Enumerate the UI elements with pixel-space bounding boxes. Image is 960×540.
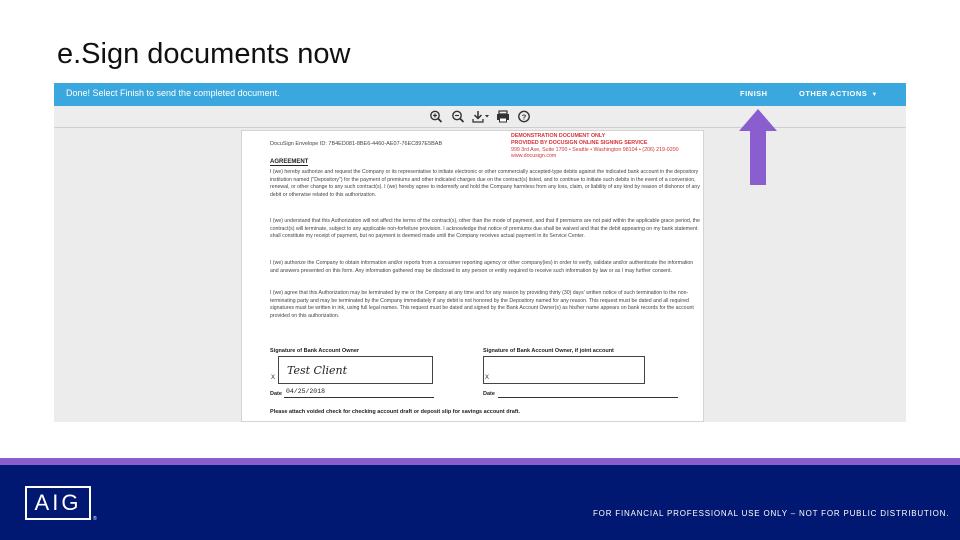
joint-x-mark: X <box>485 375 490 381</box>
footer <box>0 458 960 540</box>
document-toolbar <box>54 106 906 128</box>
demo-notice-line: www.docusign.com <box>511 153 557 160</box>
download-icon[interactable] <box>471 109 491 124</box>
docusign-screenshot <box>54 83 906 422</box>
other-actions-label: OTHER ACTIONS <box>799 89 868 98</box>
zoom-in-icon[interactable] <box>428 109 444 124</box>
agreement-paragraph: I (we) hereby authorize and request the Company or its representative to initiate electronic or other commercially accepted-type debits against the indicated bank account in the depository institution named ("Depository") for the payment of premiums and other indicated charges due on the contract(s) listed, and to continue to initiate such debits in the event of a conversion, renewal, or other change to any such contract(s). I (we) hereby agree to indemnify and hold the Company harmless from any loss, claim, or liability of any kind by reason of dishonor of any debit or otherwise related to this authorization. <box>270 169 700 198</box>
voided-check-note: Please attach voided check for checking account draft or deposit slip for savings account draft. <box>270 409 521 415</box>
document-page <box>241 130 704 422</box>
owner-date-line <box>284 397 434 398</box>
docusign-action-bar <box>54 83 906 106</box>
other-actions-button[interactable] <box>799 89 878 98</box>
joint-signature-label: Signature of Bank Account Owner, if joint account <box>483 348 614 354</box>
svg-text:?: ? <box>521 112 527 122</box>
completion-message: Done! Select Finish to send the completed document. <box>66 88 280 98</box>
owner-signature-label: Signature of Bank Account Owner <box>270 348 360 354</box>
demo-notice-line: DEMONSTRATION DOCUMENT ONLY <box>511 133 606 139</box>
joint-date-label: Date <box>483 391 495 397</box>
agreement-paragraph: I (we) agree that this Authorization may be terminated by me or the Company at any time and for any reason by providing thirty (30) days' written notice of such termination to the non-terminating party and may be terminated by the Company immediately if any debit is not honored by the Depository named for any reason. This request must be dated and all required signatures must be written in ink, using full legal names. This request must be dated and signed by the Bank Account Owner(s) as his/her name appears on bank records for the account provided on this authorization. <box>270 290 694 319</box>
print-icon[interactable] <box>495 109 511 124</box>
slide-title: e.Sign documents now <box>57 38 351 70</box>
agreement-paragraph: I (we) understand that this Authorization will not affect the terms of the contract(s), other than the mode of payment, and that if premiums are not paid within the applicable grace period, the contract(s) will terminate, subject to any applicable non-forfeiture provision. I acknowledge that notice of premiums due shall be waived and that the debit appearing on my bank statement shall constitute my receipt of payment, but no payment is deemed made until the Company receives actual payment in its Service Center. <box>270 218 700 240</box>
owner-signature-field[interactable] <box>278 356 433 384</box>
owner-date-value: 04/25/2018 <box>286 388 326 395</box>
finish-button[interactable]: FINISH <box>740 89 768 98</box>
zoom-out-icon[interactable] <box>450 109 466 124</box>
registered-mark: ® <box>93 516 97 522</box>
arrow-up-icon <box>738 107 778 187</box>
demo-notice-line: 999 3rd Ave, Suite 1700 • Seattle • Washington 98104 • (206) 219-0200 <box>511 146 679 153</box>
caret-down-icon: ▼ <box>871 92 878 98</box>
agreement-heading: AGREEMENT <box>270 159 309 165</box>
owner-date-label: Date <box>270 391 282 397</box>
demo-notice <box>511 133 704 160</box>
disclaimer-text: FOR FINANCIAL PROFESSIONAL USE ONLY – NOT FOR PUBLIC DISTRIBUTION. <box>593 509 950 518</box>
agreement-paragraph: I (we) authorize the Company to obtain information and/or reports from a consumer reporting agency or other company(ies) in order to verify, validate and/or authenticate the information and answers presented on this form. Any information gathered may be disclosed to any person or entity required to receive such information by law or as I may further consent. <box>270 260 694 274</box>
help-icon[interactable] <box>516 109 532 124</box>
demo-notice-line: PROVIDED BY DOCUSIGN ONLINE SIGNING SERVICE <box>511 139 648 146</box>
aig-logo: AIG <box>25 486 91 520</box>
joint-signature-field[interactable] <box>483 356 645 384</box>
signature-text: Test Client <box>287 364 348 377</box>
footer-accent-band <box>0 458 960 465</box>
envelope-id: DocuSign Envelope ID: 7B4ED081-8BE6-4460-AE07-76EC897E5BAB <box>270 141 443 147</box>
signature-image <box>283 358 373 382</box>
owner-x-mark: X <box>271 375 276 381</box>
joint-date-line <box>498 397 678 398</box>
